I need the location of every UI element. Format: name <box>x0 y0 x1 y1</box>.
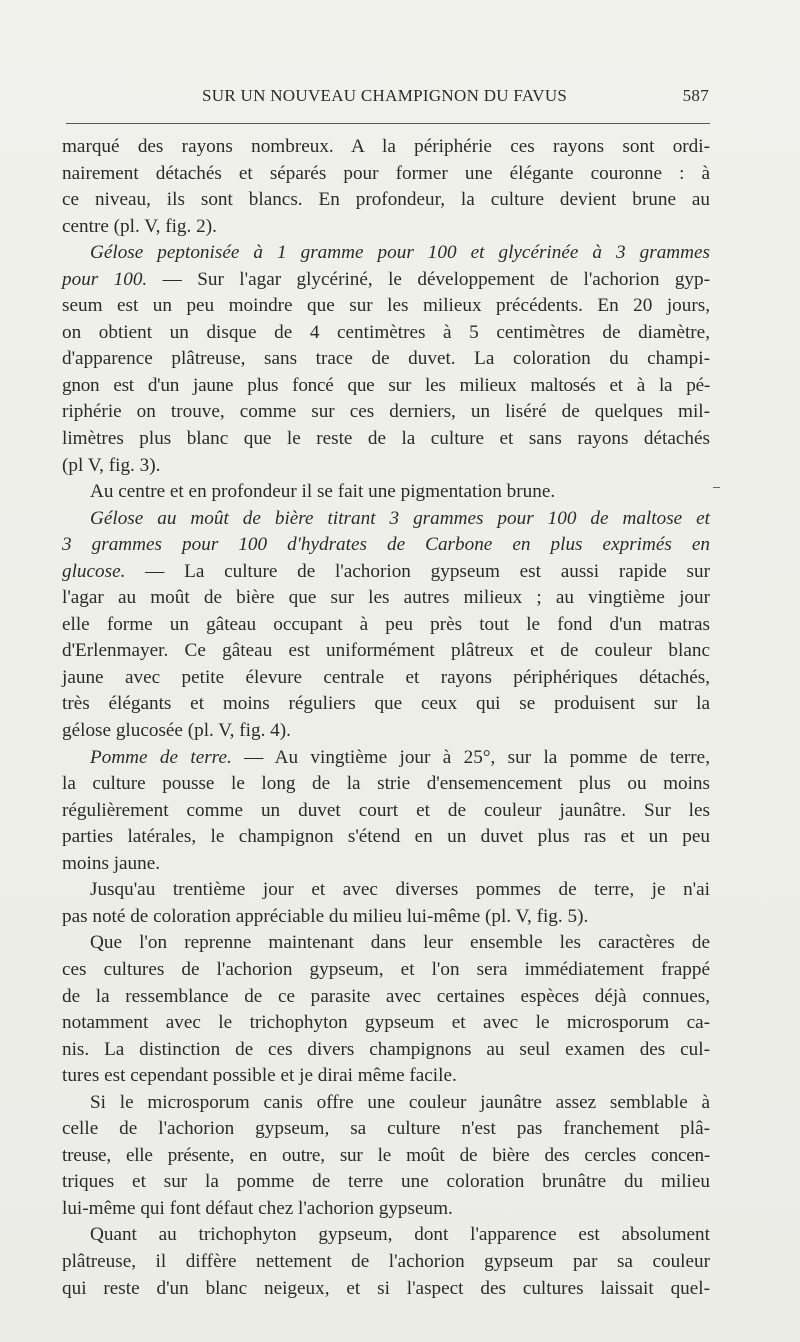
text-line: (pl V, fig. 3). <box>62 454 161 476</box>
text-run: — Sur l'agar glycériné, le développement de l'achorion gyp- <box>147 268 710 290</box>
text-run: — Au vingtième jour à 25°, sur la pomme de terre, <box>231 746 710 768</box>
text-line: ce niveau, ils sont blancs. En profondeur, la culture devient brune au <box>62 189 710 211</box>
text-line <box>62 559 710 586</box>
text-line: limètres plus blanc que le reste de la culture et sans rayons détachés <box>62 428 710 450</box>
text-line: marqué des rayons nombreux. A la périphérie ces rayons sont ordi- <box>62 136 710 157</box>
text-line: gélose glucosée (pl. V, fig. 4). <box>62 720 291 742</box>
text-line: plâtreuse, il diffère nettement de l'achorion gypseum par sa couleur <box>62 1250 710 1272</box>
text-line <box>62 267 710 294</box>
section-heading-line <box>62 532 710 559</box>
text-line: tures est cependant possible et je dirai même facile. <box>62 1065 457 1087</box>
text-line: très élégants et moins réguliers que ceux qui se produisent sur la <box>62 693 710 715</box>
text-line: lui-même qui font défaut chez l'achorion gypseum. <box>62 1197 453 1219</box>
section-heading-line <box>62 240 710 267</box>
italic-heading: Gélose au moût de bière titrant 3 grammes pour 100 de maltose et <box>90 507 710 529</box>
page-number: 587 <box>682 86 709 105</box>
text-line: celle de l'achorion gypseum, sa culture n'est pas franchement plâ- <box>62 1118 710 1140</box>
text-line: triques et sur la pomme de terre une coloration brunâtre du milieu <box>62 1171 710 1193</box>
italic-heading: pour 100. <box>62 268 148 290</box>
page-header <box>0 86 800 110</box>
text-line: d'Erlenmayer. Ce gâteau est uniformément plâtreux et de couleur blanc <box>62 640 710 662</box>
text-line: Jusqu'au trentième jour et avec diverses pommes de terre, je n'ai <box>90 879 710 901</box>
text-line: notamment avec le trichophyton gypseum et avec le microsporum ca- <box>62 1012 710 1034</box>
text-line: Au centre et en profondeur il se fait une pigmentation brune. <box>90 481 556 503</box>
text-line: nairement détachés et séparés pour former une élégante couronne : à <box>62 162 710 184</box>
text-line: parties latérales, le champignon s'étend en un duvet plus ras et un peu <box>62 826 710 848</box>
text-line: Quant au trichophyton gypseum, dont l'apparence est absolument <box>90 1224 710 1246</box>
italic-heading: Pomme de terre. <box>90 746 232 768</box>
text-line: nis. La distinction de ces divers champignons au seul examen des cul- <box>62 1038 710 1060</box>
text-line: régulièrement comme un duvet court et de couleur jaunâtre. Sur les <box>62 799 710 821</box>
italic-heading: glucose. <box>62 560 126 582</box>
text-run: — La culture de l'achorion gypseum est aussi rapide sur <box>125 560 710 582</box>
body-text <box>62 134 710 1302</box>
text-line: de la ressemblance de ce parasite avec certaines espèces déjà connues, <box>62 985 710 1007</box>
text-line: l'agar au moût de bière que sur les autres milieux ; au vingtième jour <box>62 587 710 609</box>
text-line <box>62 745 710 772</box>
text-line: centre (pl. V, fig. 2). <box>62 215 217 237</box>
text-line: on obtient un disque de 4 centimètres à 5 centimètres de diamètre, <box>62 321 710 343</box>
text-line: moins jaune. <box>62 852 161 874</box>
text-line: la culture pousse le long de la strie d'ensemencement plus ou moins <box>62 773 710 795</box>
text-line: qui reste d'un blanc neigeux, et si l'aspect des cultures laissait quel- <box>62 1277 710 1299</box>
running-title: SUR UN NOUVEAU CHAMPIGNON DU FAVUS <box>202 86 568 105</box>
text-line: seum est un peu moindre que sur les milieux précédents. En 20 jours, <box>62 295 710 317</box>
margin-mark <box>713 487 720 488</box>
text-line: d'apparence plâtreuse, sans trace de duvet. La coloration du champi- <box>62 348 710 370</box>
text-line: pas noté de coloration appréciable du milieu lui-même (pl. V, fig. 5). <box>62 905 589 927</box>
header-rule <box>66 123 710 124</box>
section-heading-line <box>62 506 710 533</box>
italic-heading: Gélose peptonisée à 1 gramme pour 100 et glycérinée à 3 grammes <box>90 242 710 264</box>
text-line: riphérie on trouve, comme sur ces derniers, un liséré de quelques mil- <box>62 401 710 423</box>
text-line: elle forme un gâteau occupant à peu près tout le fond d'un matras <box>62 613 710 635</box>
text-line: treuse, elle présente, en outre, sur le moût de bière des cercles concen- <box>62 1144 710 1166</box>
text-line: Que l'on reprenne maintenant dans leur ensemble les caractères de <box>90 932 710 954</box>
text-line: ces cultures de l'achorion gypseum, et l'on sera immédiatement frappé <box>62 958 710 980</box>
text-line: jaune avec petite élevure centrale et rayons périphériques détachés, <box>62 666 710 688</box>
italic-heading: 3 grammes pour 100 d'hydrates de Carbone en plus exprimés en <box>62 534 710 556</box>
text-line: gnon est d'un jaune plus foncé que sur les milieux maltosés et à la pé- <box>62 374 710 396</box>
text-line: Si le microsporum canis offre une couleur jaunâtre assez semblable à <box>90 1091 710 1113</box>
